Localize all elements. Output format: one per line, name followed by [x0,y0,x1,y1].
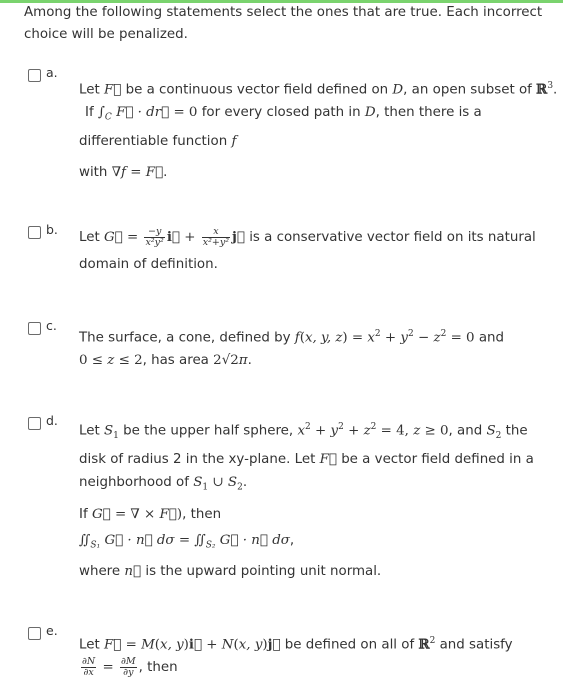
choice-a-text: Let F⃗ be a continuous vector field defined on D, an open subset of ℝ$^3$. If $\int_C$ F⃗ · dr⃗ = 0 for every closed path in D, then there is a differentiable function f with ∇f = F⃗. [79,81,558,181]
choice-c-checkbox[interactable] [28,322,41,335]
choice-c-text: The surface, a cone, defined by f(x, y, $z) = x^2 + y^2 - z^2 = 0$ and 0 ≤ z ≤ 2, has area 2√2π. [79,329,505,369]
choice-e-checkbox[interactable] [28,627,41,640]
choice-a-checkbox[interactable] [28,69,41,82]
choice-c-letter: c. [46,318,57,333]
choice-b-text: Let G⃗ = $\frac{-y}{\text{x²y²}}$ i⃗ + $\frac{x}{\text{x²+y²}}$ j⃗ is a conservative vector field on its natural domain of definition. [79,225,536,272]
question-instructions: Among the following statements select the ones that are true. Each incorrect choice will be penalized. [24,5,543,42]
choice-a-letter: a. [46,65,58,80]
choice-e-letter: e. [46,623,58,638]
choice-b-letter: b. [46,222,58,237]
choice-e-text: Let F⃗ = M(x, y)i⃗ + N(x, y)j⃗ be defined on all of ℝ$^2$ and satisfy $\frac{\partial N}{\partial x}$ = $\frac{\partial M}{\partial y}$ , then [79,636,513,678]
choice-d-text: Let $S_1$ be the upper half sphere, $x^2 + y^2 + z^2 = 4$, z ≥ 0, and $S_2$ the disk of radius 2 in the xy-plane. Let F⃗ be a vector field defined in a neighborhood of $S_1$ ∪ $S_2$. If G⃗ = ∇ × F⃗), then $∬_{S_1}$ G⃗ · n⃗ $d\sigma = ∬_{S_2}$ G⃗ · n⃗ dσ, where n⃗ is the upward pointing unit normal. [79,422,534,580]
choice-d-checkbox[interactable] [28,417,41,430]
choice-b-checkbox[interactable] [28,226,41,239]
choice-d-letter: d. [46,413,58,428]
